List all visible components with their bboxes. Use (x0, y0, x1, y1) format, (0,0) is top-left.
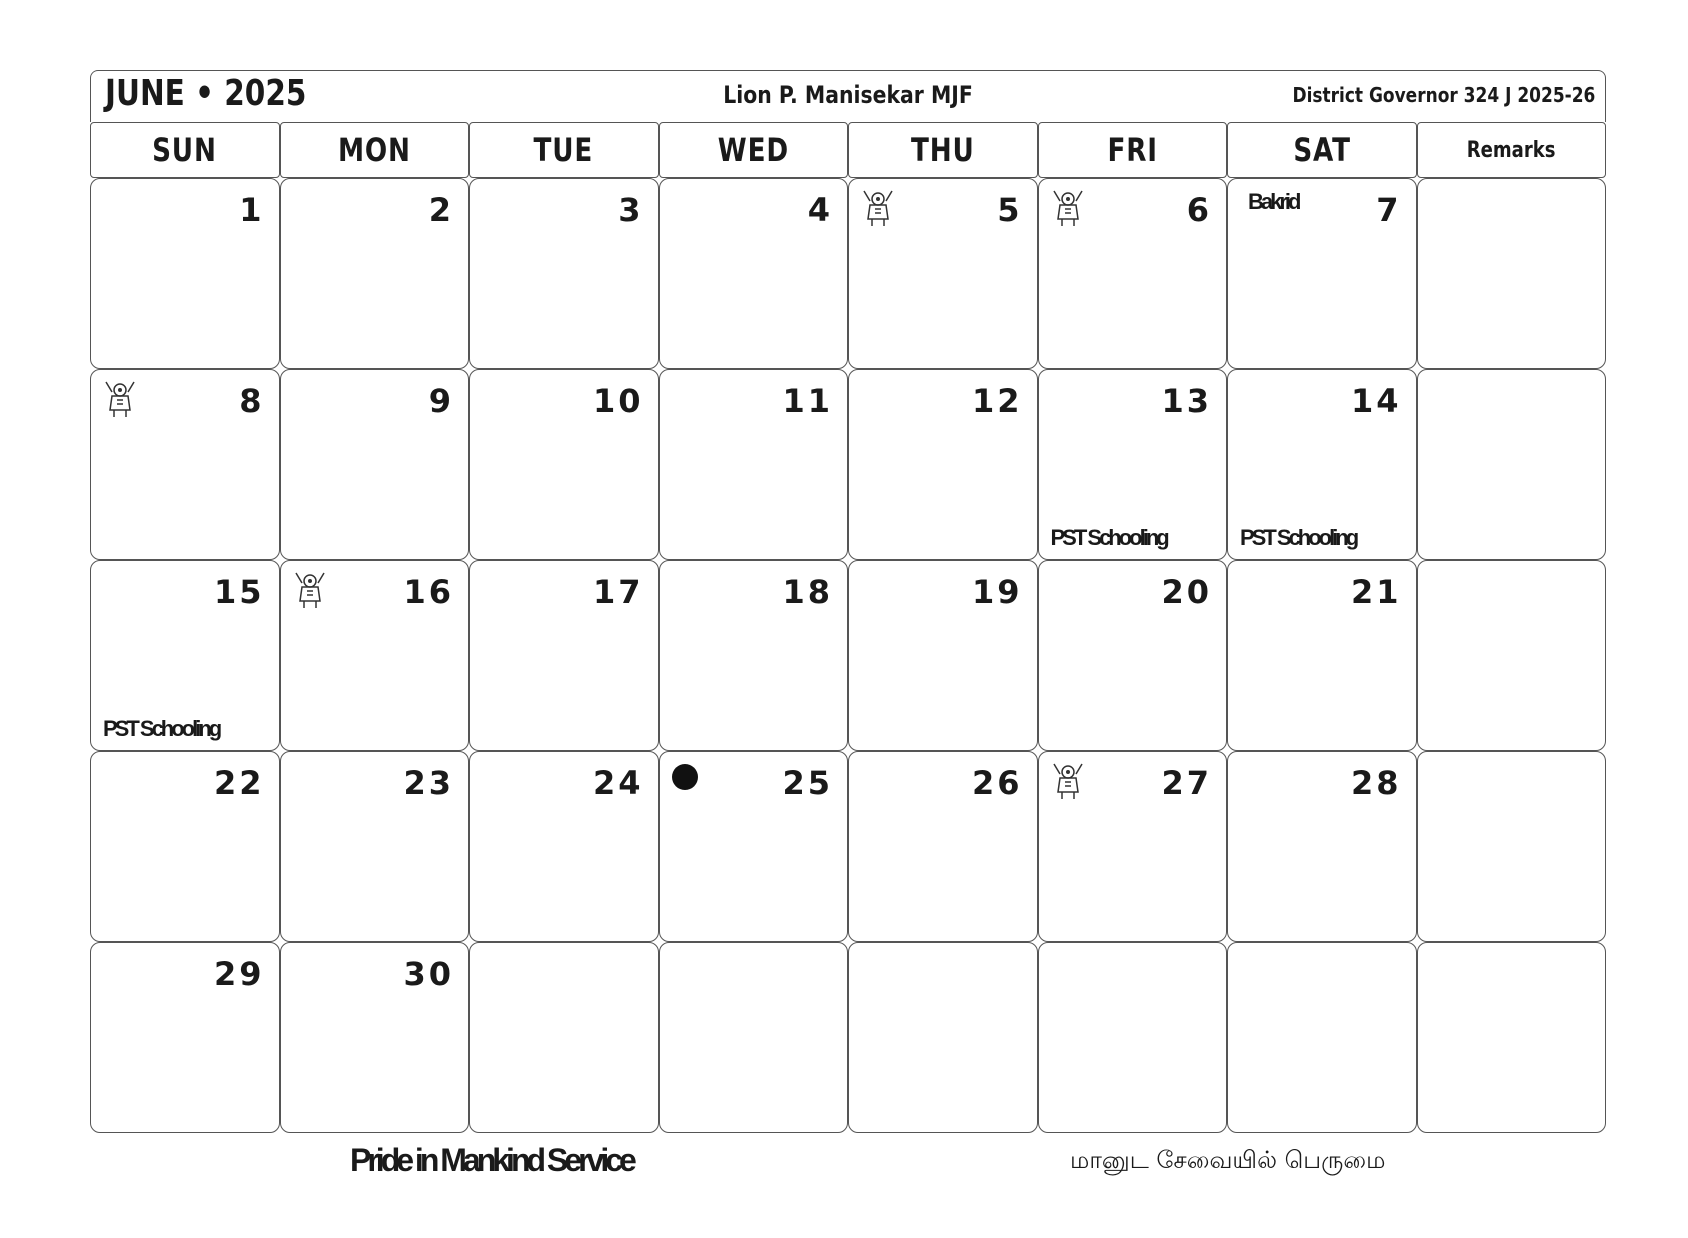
day-cell (469, 560, 659, 751)
day-cell (1227, 942, 1417, 1133)
day-number: 16 (403, 573, 454, 611)
day-number: 5 (997, 191, 1023, 229)
day-number: 13 (1161, 382, 1212, 420)
weekday-header-remarks (1417, 122, 1607, 178)
day-cell (1038, 560, 1228, 751)
day-cell (659, 942, 849, 1133)
day-cell (1227, 369, 1417, 560)
day-number: 11 (782, 382, 833, 420)
day-number: 2 (428, 191, 454, 229)
calendar-header (90, 70, 1606, 122)
day-number: 28 (1350, 764, 1402, 802)
weekday-header-thu (848, 122, 1038, 178)
day-cell (90, 560, 280, 751)
day-number: 8 (239, 382, 265, 420)
day-number: 17 (592, 573, 644, 611)
day-number: 22 (213, 764, 265, 802)
month-title: JUNE • 2025 (105, 73, 307, 114)
remarks-cell (1417, 369, 1607, 560)
day-number: 9 (428, 382, 454, 420)
weekday-header-mon (280, 122, 470, 178)
weekday-header-wed (659, 122, 849, 178)
day-cell (1038, 369, 1228, 560)
day-cell (90, 751, 280, 942)
day-cell (848, 942, 1038, 1133)
day-cell (659, 178, 849, 369)
day-cell (1038, 751, 1228, 942)
remarks-cell (1417, 751, 1607, 942)
dot-icon (672, 764, 698, 790)
event-label: PST Schooling (1240, 525, 1357, 550)
day-number: 25 (782, 764, 833, 802)
day-number: 23 (403, 764, 454, 802)
lion-icon (1051, 189, 1085, 227)
weekday-header-sun (90, 122, 280, 178)
day-cell (280, 369, 470, 560)
day-cell (659, 560, 849, 751)
day-cell (469, 369, 659, 560)
day-number: 27 (1161, 764, 1212, 802)
day-number: 15 (213, 573, 265, 611)
day-number: 29 (213, 955, 265, 993)
day-cell (848, 560, 1038, 751)
day-cell (280, 560, 470, 751)
day-number: 30 (403, 955, 454, 993)
district-title: District Governor 324 J 2025-26 (1292, 83, 1595, 107)
weekday-label: TUE (533, 131, 594, 169)
day-number: 12 (971, 382, 1023, 420)
governor-name: Lion P. Manisekar MJF (723, 81, 973, 109)
weekday-label: MON (337, 131, 411, 169)
weekday-label: THU (910, 131, 975, 169)
day-cell (848, 751, 1038, 942)
day-number: 24 (592, 764, 644, 802)
day-cell (848, 178, 1038, 369)
lion-icon (103, 380, 137, 418)
day-cell (659, 369, 849, 560)
day-cell (1227, 178, 1417, 369)
day-cell (469, 942, 659, 1133)
day-cell (1227, 751, 1417, 942)
weekday-label: WED (717, 131, 789, 169)
day-cell (469, 751, 659, 942)
day-number: 3 (618, 191, 644, 229)
day-cell (90, 178, 280, 369)
day-number: 20 (1161, 573, 1212, 611)
day-cell (1227, 560, 1417, 751)
day-cell (280, 942, 470, 1133)
footer-motto-english: Pride in Mankind Service (350, 1142, 633, 1178)
event-label: PST Schooling (1050, 525, 1167, 550)
day-number: 21 (1350, 573, 1402, 611)
event-label: Bakrid (1248, 189, 1299, 214)
day-number: 19 (971, 573, 1023, 611)
calendar-grid (90, 178, 1606, 1133)
weekday-label: FRI (1107, 131, 1158, 169)
lion-icon (861, 189, 895, 227)
calendar (90, 70, 1606, 1133)
remarks-cell (1417, 178, 1607, 369)
day-cell (90, 369, 280, 560)
weekday-label: Remarks (1466, 137, 1556, 163)
event-label: PST Schooling (103, 716, 220, 741)
weekday-header-row (90, 122, 1606, 178)
weekday-label: SAT (1292, 131, 1351, 169)
day-number: 14 (1350, 382, 1402, 420)
weekday-label: SUN (152, 131, 218, 169)
day-number: 7 (1376, 191, 1402, 229)
remarks-cell (1417, 560, 1607, 751)
lion-icon (1051, 762, 1085, 800)
day-cell (1038, 178, 1228, 369)
day-cell (848, 369, 1038, 560)
day-number: 4 (807, 191, 833, 229)
day-cell (659, 751, 849, 942)
lion-icon (293, 571, 327, 609)
day-number: 18 (782, 573, 833, 611)
day-number: 26 (971, 764, 1023, 802)
weekday-header-sat (1227, 122, 1417, 178)
day-cell (280, 178, 470, 369)
remarks-cell (1417, 942, 1607, 1133)
day-number: 1 (239, 191, 265, 229)
weekday-header-fri (1038, 122, 1228, 178)
day-cell (90, 942, 280, 1133)
weekday-header-tue (469, 122, 659, 178)
day-cell (280, 751, 470, 942)
day-cell (469, 178, 659, 369)
footer-motto-tamil: மானுட சேவையில் பெருமை (1070, 1146, 1386, 1174)
day-number: 6 (1186, 191, 1212, 229)
day-cell (1038, 942, 1228, 1133)
day-number: 10 (592, 382, 644, 420)
